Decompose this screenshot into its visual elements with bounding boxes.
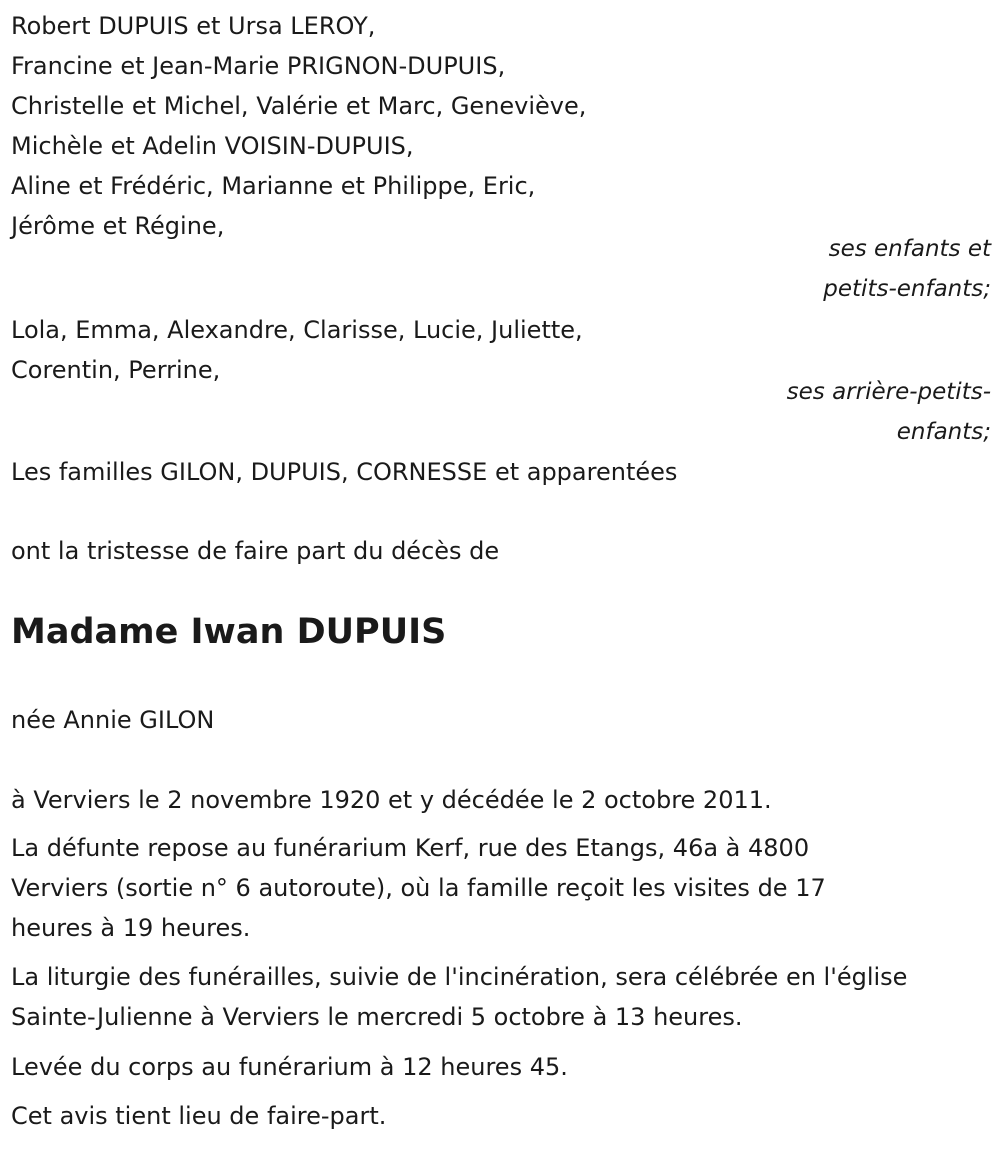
caption-line: petits-enfants; — [823, 276, 991, 302]
caption-line: enfants; — [896, 419, 991, 445]
announcement: ont la tristesse de faire part du décès de — [11, 537, 500, 565]
deceased-name: Madame Iwan DUPUIS — [11, 612, 447, 652]
family-line: Robert DUPUIS et Ursa LEROY, — [11, 12, 376, 40]
funeral-paragraph: La liturgie des funérailles, suivie de l'incinération, sera célébrée en l'église Sainte-Julienne à Verviers le mercredi 5 octobre à 13 heures. — [11, 963, 908, 1031]
family-line: Lola, Emma, Alexandre, Clarisse, Lucie, Juliette, — [11, 316, 583, 344]
family-line: Corentin, Perrine, — [11, 356, 221, 384]
caption-line: ses arrière-petits- — [786, 379, 991, 405]
family-line: Christelle et Michel, Valérie et Marc, Geneviève, — [11, 92, 587, 120]
caption-line: ses enfants et — [828, 236, 991, 262]
birth-death: à Verviers le 2 novembre 1920 et y décédée le 2 octobre 2011. — [11, 786, 772, 814]
removal-paragraph: Levée du corps au funérarium à 12 heures 45. — [11, 1053, 568, 1081]
family-line: Francine et Jean-Marie PRIGNON-DUPUIS, — [11, 52, 506, 80]
family-line: Aline et Frédéric, Marianne et Philippe, Eric, — [11, 172, 536, 200]
family-line: Michèle et Adelin VOISIN-DUPUIS, — [11, 132, 414, 160]
children-caption — [11, 229, 991, 309]
birth-name: née Annie GILON — [11, 706, 215, 734]
wake-paragraph: La défunte repose au funérarium Kerf, rue des Etangs, 46a à 4800 Verviers (sortie n° 6 autoroute), où la famille reçoit les visites de 17 heures à 19 heures. — [11, 834, 826, 942]
notice-note: Cet avis tient lieu de faire-part. — [11, 1102, 387, 1130]
family-list — [11, 6, 586, 246]
family-line: Jérôme et Régine, — [11, 212, 225, 240]
great-grandchildren-caption — [11, 372, 991, 452]
families-line: Les familles GILON, DUPUIS, CORNESSE et apparentées — [11, 458, 678, 486]
